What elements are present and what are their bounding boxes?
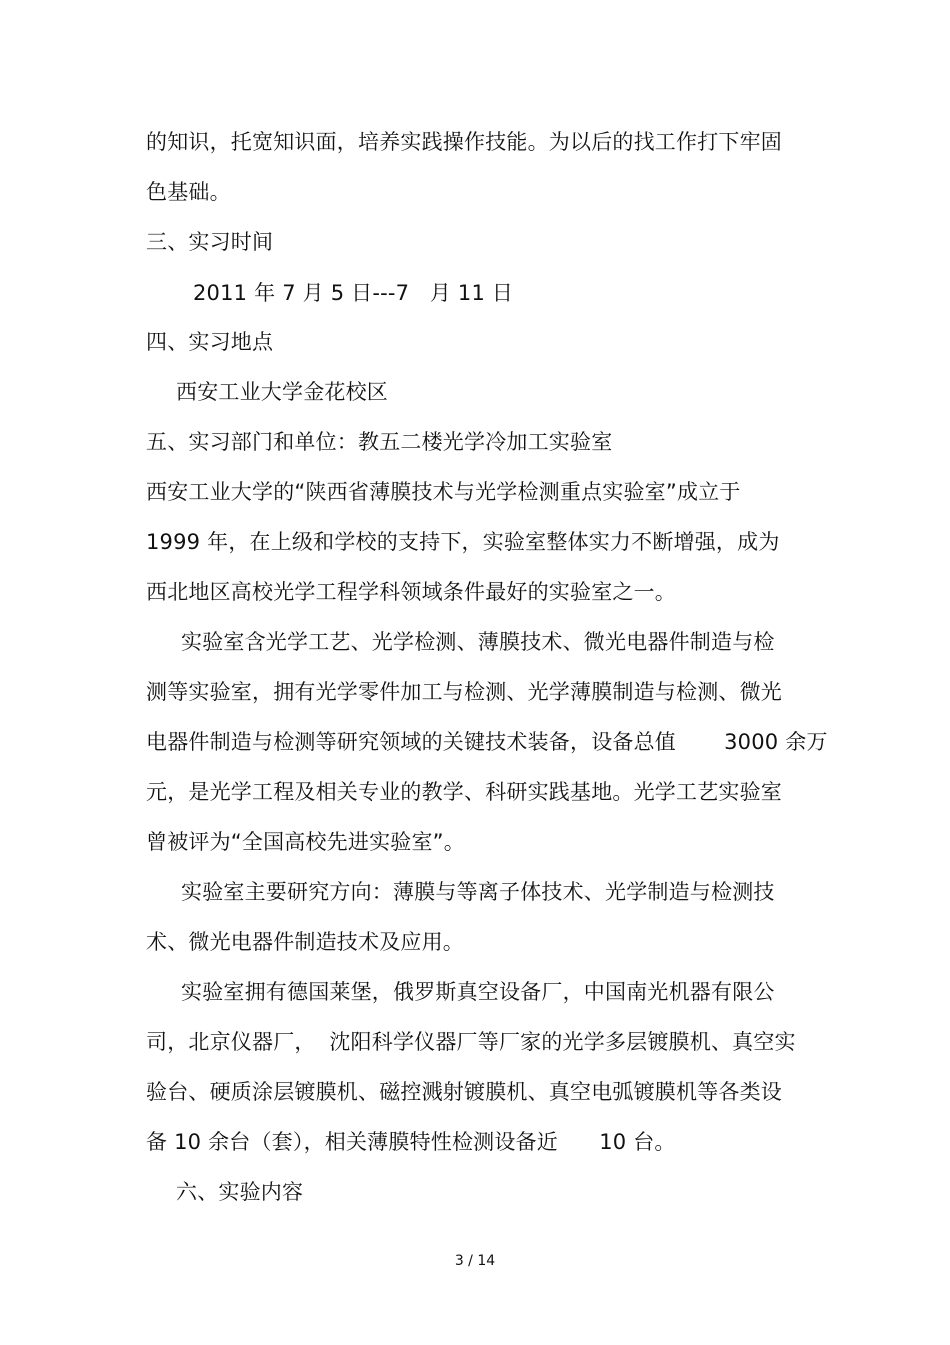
internship-location: 西安工业大学金花校区: [176, 380, 388, 404]
body-text-line: 实验室主要研究方向：薄膜与等离子体技术、光学制造与检测技: [181, 880, 775, 904]
body-text-line: 西安工业大学的“陕西省薄膜技术与光学检测重点实验室”成立于: [146, 480, 741, 504]
body-text-line: 曾被评为“全国高校先进实验室”。: [146, 830, 465, 854]
body-text-line: 西北地区高校光学工程学科领域条件最好的实验室之一。: [146, 580, 676, 604]
body-text-line: 验台、硬质涂层镀膜机、磁控溅射镀膜机、真空电弧镀膜机等各类设: [146, 1080, 782, 1104]
section-heading-time: 三、实习时间: [146, 230, 274, 254]
body-text-line: 的知识，托宽知识面，培养实践操作技能。为以后的找工作打下牢固: [146, 130, 782, 154]
body-text-line: 术、微光电器件制造技术及应用。: [146, 930, 464, 954]
body-text-line: 测等实验室，拥有光学零件加工与检测、光学薄膜制造与检测、微光: [146, 680, 782, 704]
body-text-line: 实验室拥有德国莱堡，俄罗斯真空设备厂，中国南光机器有限公: [181, 980, 775, 1004]
section-heading-location: 四、实习地点: [146, 330, 274, 354]
section-heading-content: 六、实验内容: [176, 1180, 304, 1204]
internship-date: 2011 年 7 月 5 日---7 月 11 日: [193, 281, 514, 305]
body-text-line: 备 10 余台（套），相关薄膜特性检测设备近 10 台。: [146, 1130, 676, 1154]
page-number: 3 / 14: [454, 1253, 496, 1269]
body-text-line: 司，北京仪器厂， 沈阳科学仪器厂等厂家的光学多层镀膜机、真空实: [146, 1030, 796, 1054]
body-text-line: 色基础。: [146, 180, 231, 204]
body-text-line: 元，是光学工程及相关专业的教学、科研实践基地。光学工艺实验室: [146, 780, 782, 804]
section-heading-department: 五、实习部门和单位：教五二楼光学冷加工实验室: [146, 430, 613, 454]
body-text-line: 1999 年，在上级和学校的支持下，实验室整体实力不断增强，成为: [146, 530, 780, 554]
body-text-line: 实验室含光学工艺、光学检测、薄膜技术、微光电器件制造与检: [181, 630, 775, 654]
body-text-line: 电器件制造与检测等研究领域的关键技术装备，设备总值 3000 余万: [146, 730, 828, 754]
